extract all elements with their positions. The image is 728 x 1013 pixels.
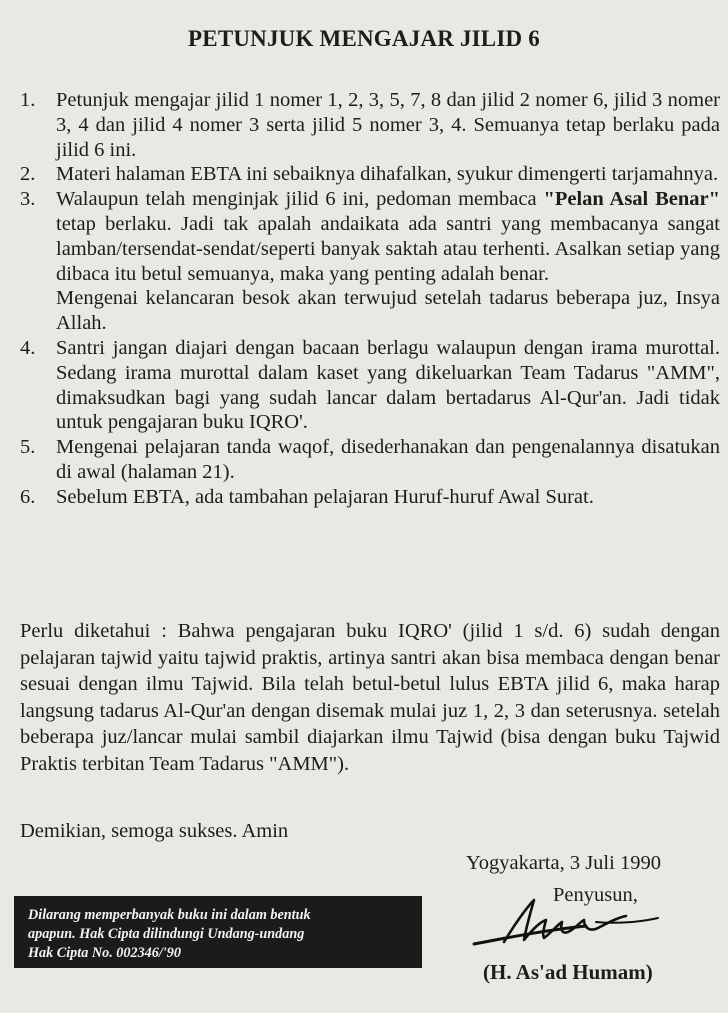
list-item <box>20 485 720 510</box>
list-item <box>20 187 720 336</box>
list-item <box>20 435 720 485</box>
list-item <box>20 88 720 162</box>
list-item <box>20 162 720 187</box>
item-number: 3. <box>20 188 36 211</box>
item-text: Materi halaman EBTA ini sebaiknya dihafalkan, syukur dimengerti tarjamahnya. <box>56 163 719 186</box>
item-number: 4. <box>20 336 36 359</box>
item-text: Petunjuk mengajar jilid 1 nomer 1, 2, 3, 5, 7, 8 dan jilid 2 nomer 6, jilid 3 nomer 3, 4 dan jilid 4 nomer 3 serta jilid 5 nomer 3, 4. Semuanya tetap berlaku pada jilid 6 ini. <box>56 89 720 161</box>
item-text-bold: "Pelan Asal Benar" <box>543 188 720 211</box>
item-number: 2. <box>20 163 36 186</box>
closing-text: Demikian, semoga sukses. Amin <box>20 820 289 842</box>
item-text-part: tetap berlaku. Jadi tak apalah andaikata ada santri yang membacanya sangat lamban/tersendat-sendat/seperti banyak saktah atau terhenti. Asalkan setiap yang dibaca itu betul semuanya, maka yang penting adalah benar. <box>56 212 720 285</box>
list-item <box>20 336 720 435</box>
item-number: 1. <box>20 89 36 111</box>
item-text: Mengenai kelancaran besok akan terwujud setelah tadarus beberapa juz, Insya Allah. <box>56 287 720 335</box>
copyright-line: Hak Cipta No. 002346/'90 <box>28 945 181 961</box>
copyright-notice <box>14 896 422 968</box>
author-name: (H. As'ad Humam) <box>483 960 653 984</box>
item-text: Sebelum EBTA, ada tambahan pelajaran Huruf-huruf Awal Surat. <box>56 485 594 508</box>
item-text-part: Walaupun telah menginjak jilid 6 ini, pedoman membaca <box>56 188 544 211</box>
signature-image <box>466 892 666 962</box>
item-number: 5. <box>20 436 36 459</box>
page-title: PETUNJUK MENGAJAR JILID 6 <box>188 26 540 51</box>
copyright-line: Dilarang memperbanyak buku ini dalam bentuk <box>28 907 311 923</box>
note-paragraph: Perlu diketahui : Bahwa pengajaran buku IQRO' (jilid 1 s/d. 6) sudah dengan pelajaran tajwid yaitu tajwid praktis, artinya santri akan bisa membaca dengan benar sesuai dengan ilmu Tajwid. Bila telah betul-betul lulus EBTA jilid 6, maka harap langsung tadarus Al-Qur'an dengan disemak mulai juz 1, 2, 3 dan seterusnya. setelah beberapa juz/lancar mulai sambil diajarkan ilmu Tajwid (bisa dengan buku Tajwid Praktis terbitan Team Tadarus "AMM"). <box>20 620 720 775</box>
item-text: Santri jangan diajari dengan bacaan berlagu walaupun dengan irama murottal. Sedang irama murottal dalam kaset yang dikeluarkan Team Tadarus "AMM", dimaksudkan bagi yang sudah lancar dalam bertadarus Al-Qur'an. Jadi tidak untuk pengajaran buku IQRO'. <box>56 336 720 434</box>
place-date: Yogyakarta, 3 Juli 1990 <box>466 852 661 874</box>
copyright-line: apapun. Hak Cipta dilindungi Undang-undang <box>28 926 305 942</box>
item-text: Mengenai pelajaran tanda waqof, disederhanakan dan pengenalannya disatukan di awal (halaman 21). <box>56 436 720 483</box>
item-number: 6. <box>20 485 36 508</box>
item-text <box>56 187 720 286</box>
instruction-list <box>20 88 720 510</box>
composer-label: Penyusun, <box>553 884 638 906</box>
